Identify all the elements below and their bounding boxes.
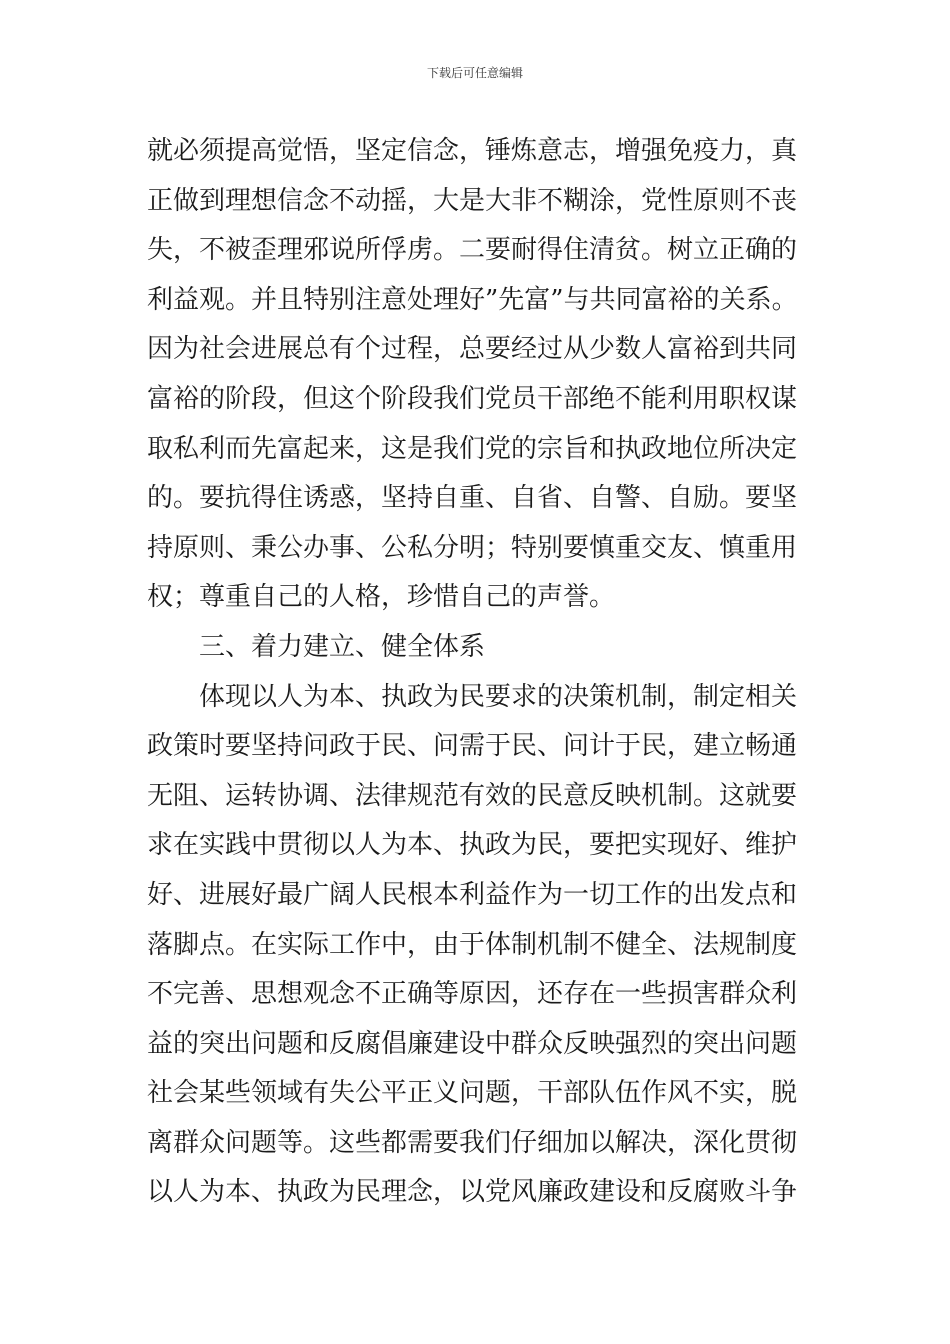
text-line: 益的突出问题和反腐倡廉建设中群众反映强烈的突出问题 — [147, 1028, 798, 1059]
text-line: 无阻、运转协调、法律规范有效的民意反映机制。这就要 — [147, 780, 798, 811]
page-header: 下载后可任意编辑 — [426, 66, 523, 80]
text-line: 落脚点。在实际工作中，由于体制机制不健全、法规制度 — [147, 929, 798, 960]
text-line: 政策时要坚持问政于民、问需于民、问计于民，建立畅通 — [147, 731, 798, 762]
text-line: 离群众问题等。这些都需要我们仔细加以解决，深化贯彻 — [147, 1127, 798, 1158]
text-line: 权；尊重自己的人格，珍惜自己的声誉。 — [147, 582, 616, 613]
text-line: 社会某些领域有失公平正义问题，干部队伍作风不实，脱 — [147, 1078, 798, 1109]
text-line: 好、进展好最广阔人民根本利益作为一切工作的出发点和 — [147, 879, 798, 910]
section-heading: 三、着力建立、健全体系 — [199, 631, 486, 662]
text-line: 以人为本、执政为民理念，以党风廉政建设和反腐败斗争 — [147, 1177, 798, 1208]
text-line: 利益观。并且特别注意处理好”先富”与共同富裕的关系。 — [147, 284, 798, 315]
text-line: 不完善、思想观念不正确等原因，还存在一些损害群众利 — [147, 979, 798, 1010]
text-line: 的。要抗得住诱惑，坚持自重、自省、自警、自励。要坚 — [147, 483, 798, 514]
document-body — [147, 127, 827, 1218]
text-line: 就必须提高觉悟，坚定信念，锤炼意志，增强免疫力，真 — [147, 136, 798, 166]
text-line: 因为社会进展总有个过程，总要经过从少数人富裕到共同 — [147, 334, 798, 365]
text-line: 正做到理想信念不动摇，大是大非不糊涂，党性原则不丧 — [147, 185, 798, 216]
text-line: 持原则、秉公办事、公私分明；特别要慎重交友、慎重用 — [147, 532, 798, 563]
text-line: 失，不被歪理邪说所俘虏。二要耐得住清贫。树立正确的 — [147, 235, 798, 266]
text-line: 富裕的阶段，但这个阶段我们党员干部绝不能利用职权谋 — [147, 383, 798, 414]
text-line: 体现以人为本、执政为民要求的决策机制，制定相关 — [199, 681, 798, 712]
text-line: 求在实践中贯彻以人为本、执政为民，要把实现好、维护 — [147, 830, 798, 861]
text-line: 取私利而先富起来，这是我们党的宗旨和执政地位所决定 — [147, 433, 798, 464]
